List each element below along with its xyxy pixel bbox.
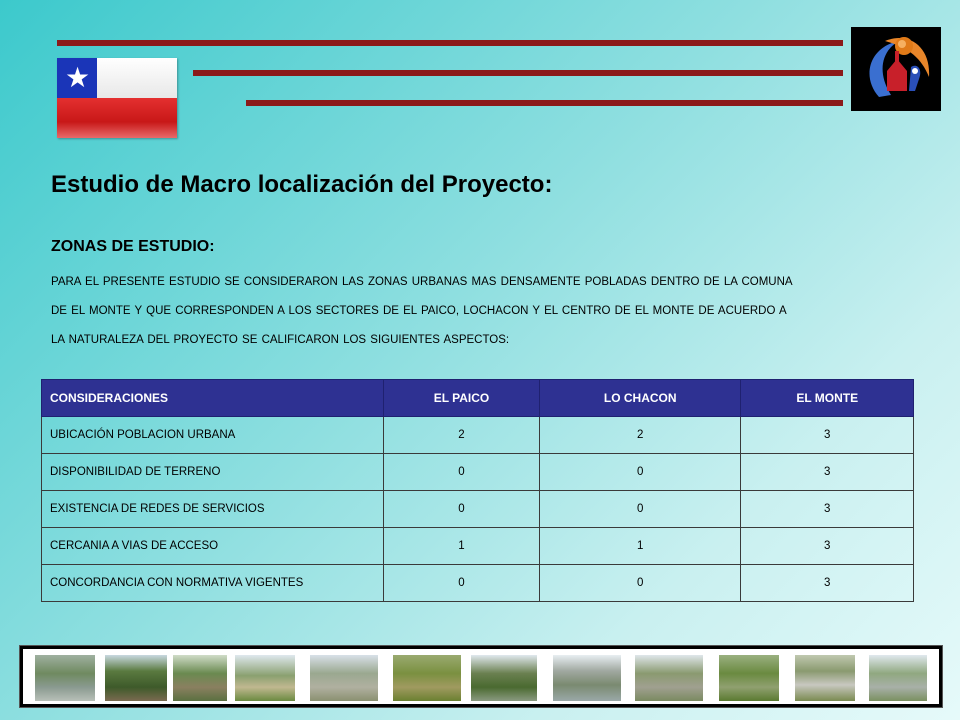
cell-lo-chacon: 0 [539, 454, 741, 491]
paragraph-line: LA NATURALEZA DEL PROYECTO SE CALIFICARON LOS SIGUIENTES ASPECTOS: [51, 334, 510, 346]
municipal-logo-icon [851, 27, 941, 111]
riverbed-photo-icon [635, 655, 703, 701]
header-rule-middle [193, 70, 843, 76]
row-label: CONCORDANCIA CON NORMATIVA VIGENTES [42, 565, 384, 602]
riverbank-photo-icon [869, 655, 927, 701]
cell-el-paico: 0 [384, 565, 540, 602]
cell-el-paico: 2 [384, 417, 540, 454]
row-label: DISPONIBILIDAD DE TERRENO [42, 454, 384, 491]
paragraph-line: PARA EL PRESENTE ESTUDIO SE CONSIDERARON LAS ZONAS URBANAS MAS DENSAMENTE POBLADAS DENTRO DE LA COMUNA [51, 276, 793, 288]
considerations-table [41, 379, 914, 602]
river-photo-icon [35, 655, 95, 701]
row-label: EXISTENCIA DE REDES DE SERVICIOS [42, 491, 384, 528]
chile-flag-icon: ★ [57, 58, 177, 138]
row-label: UBICACIÓN POBLACION URBANA [42, 417, 384, 454]
slide-title: Estudio de Macro localización del Proyecto: [51, 171, 553, 198]
cell-el-monte: 3 [741, 417, 914, 454]
header-el-monte: EL MONTE [741, 380, 914, 417]
grass-photo-icon [393, 655, 461, 701]
willow-photo-icon [719, 655, 779, 701]
header-rule-top [57, 40, 843, 46]
row-label: CERCANIA A VIAS DE ACCESO [42, 528, 384, 565]
trees-photo-icon [105, 655, 167, 701]
cell-lo-chacon: 1 [539, 528, 741, 565]
riverbank-photo-icon [173, 655, 227, 701]
intro-paragraph [51, 268, 911, 355]
table-header-row [42, 380, 914, 417]
header-el-paico: EL PAICO [384, 380, 540, 417]
cell-el-paico: 0 [384, 491, 540, 528]
section-subtitle: ZONAS DE ESTUDIO: [51, 238, 215, 255]
cell-el-monte: 3 [741, 528, 914, 565]
cell-el-monte: 3 [741, 565, 914, 602]
field-photo-icon [310, 655, 378, 701]
trees-photo-icon [471, 655, 537, 701]
cell-el-paico: 1 [384, 528, 540, 565]
table-row [42, 491, 914, 528]
photo-strip [19, 645, 943, 708]
paragraph-line: DE EL MONTE Y QUE CORRESPONDEN A LOS SECTORES DE EL PAICO, LOCHACON Y EL CENTRO DE EL MONTE DE ACUERDO A [51, 305, 787, 317]
table-row [42, 565, 914, 602]
cell-el-monte: 3 [741, 454, 914, 491]
table-row [42, 528, 914, 565]
header-consideraciones: CONSIDERACIONES [42, 380, 384, 417]
road-photo-icon [235, 655, 295, 701]
cell-lo-chacon: 0 [539, 565, 741, 602]
table-row [42, 454, 914, 491]
header-lo-chacon: LO CHACON [539, 380, 741, 417]
cell-el-paico: 0 [384, 454, 540, 491]
table-row [42, 417, 914, 454]
bridge-photo-icon [553, 655, 621, 701]
cell-lo-chacon: 0 [539, 491, 741, 528]
cell-el-monte: 3 [741, 491, 914, 528]
river-photo-icon [795, 655, 855, 701]
cell-lo-chacon: 2 [539, 417, 741, 454]
header-rule-bottom [246, 100, 843, 106]
